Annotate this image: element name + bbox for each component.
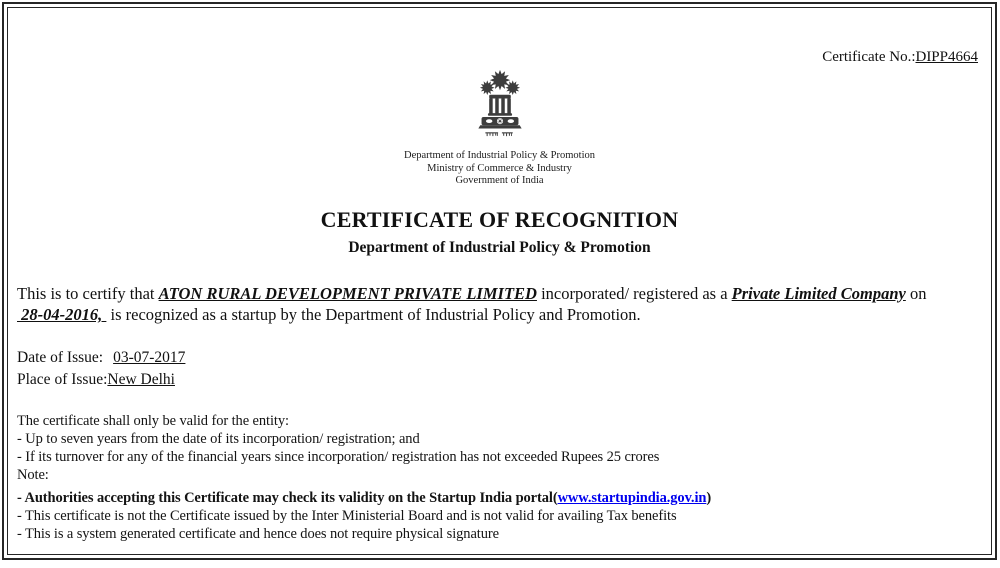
- company-name: ATON RURAL DEVELOPMENT PRIVATE LIMITED: [158, 283, 537, 303]
- company-type: Private Limited Company: [731, 283, 906, 303]
- note-authorities-suffix: ): [706, 489, 712, 506]
- ashoka-emblem-icon: [468, 68, 532, 138]
- statement-suffix: is recognized as a startup by the Department of Industrial Policy and Promotion.: [106, 305, 641, 324]
- issue-details: [17, 347, 991, 391]
- certificate-number-label: Certificate No.:: [822, 49, 916, 65]
- note-not-imb-certificate: - This certificate is not the Certificate issued by the Inter Ministerial Board and is not valid for availing Tax benefits: [17, 507, 677, 524]
- startup-india-portal-link[interactable]: www.startupindia.gov.in: [557, 489, 707, 506]
- statement-mid1: incorporated/ registered as a: [536, 283, 732, 303]
- certificate-outer-border: [2, 2, 997, 560]
- date-of-issue-row: [17, 347, 991, 369]
- date-of-issue-label: Date of Issue:: [17, 348, 104, 366]
- statement-mid2: on: [905, 283, 927, 303]
- place-of-issue-row: [17, 369, 991, 391]
- certificate-number: [8, 8, 991, 66]
- note-system-generated: - This is a system generated certificate and hence does not require physical signature: [17, 525, 499, 542]
- note-label: Note:: [17, 466, 49, 483]
- emblem-container: [8, 68, 991, 138]
- validity-condition-turnover: - If its turnover for any of the financial years since incorporation/ registration has not exceeded Rupees 25 crores: [17, 448, 660, 465]
- note-authorities: [17, 489, 977, 507]
- certification-statement: [17, 283, 979, 326]
- place-of-issue-value: New Delhi: [107, 370, 175, 388]
- issuing-organization: [8, 150, 991, 188]
- statement-prefix: This is to certify that: [17, 283, 159, 303]
- note-authorities-prefix: - Authorities accepting this Certificate may check its validity on the Startup India portal(: [17, 489, 558, 506]
- date-of-issue-value: 03-07-2017: [113, 348, 186, 366]
- org-line-government: Government of India: [455, 175, 544, 186]
- org-line-ministry: Ministry of Commerce & Industry: [427, 162, 572, 174]
- validity-intro: The certificate shall only be valid for the entity:: [17, 412, 289, 429]
- certificate-inner-border: [7, 7, 992, 555]
- org-line-department: Department of Industrial Policy & Promotion: [403, 150, 595, 161]
- certificate-title: CERTIFICATE OF RECOGNITION: [320, 206, 679, 232]
- incorporation-date: 28-04-2016,: [17, 305, 107, 324]
- validity-condition-years: - Up to seven years from the date of its incorporation/ registration; and: [17, 430, 420, 447]
- validity-notes: [17, 412, 977, 543]
- certificate-subtitle: Department of Industrial Policy & Promotion: [348, 238, 651, 256]
- certificate-number-value: DIPP4664: [915, 49, 978, 65]
- place-of-issue-label: Place of Issue:: [17, 370, 108, 388]
